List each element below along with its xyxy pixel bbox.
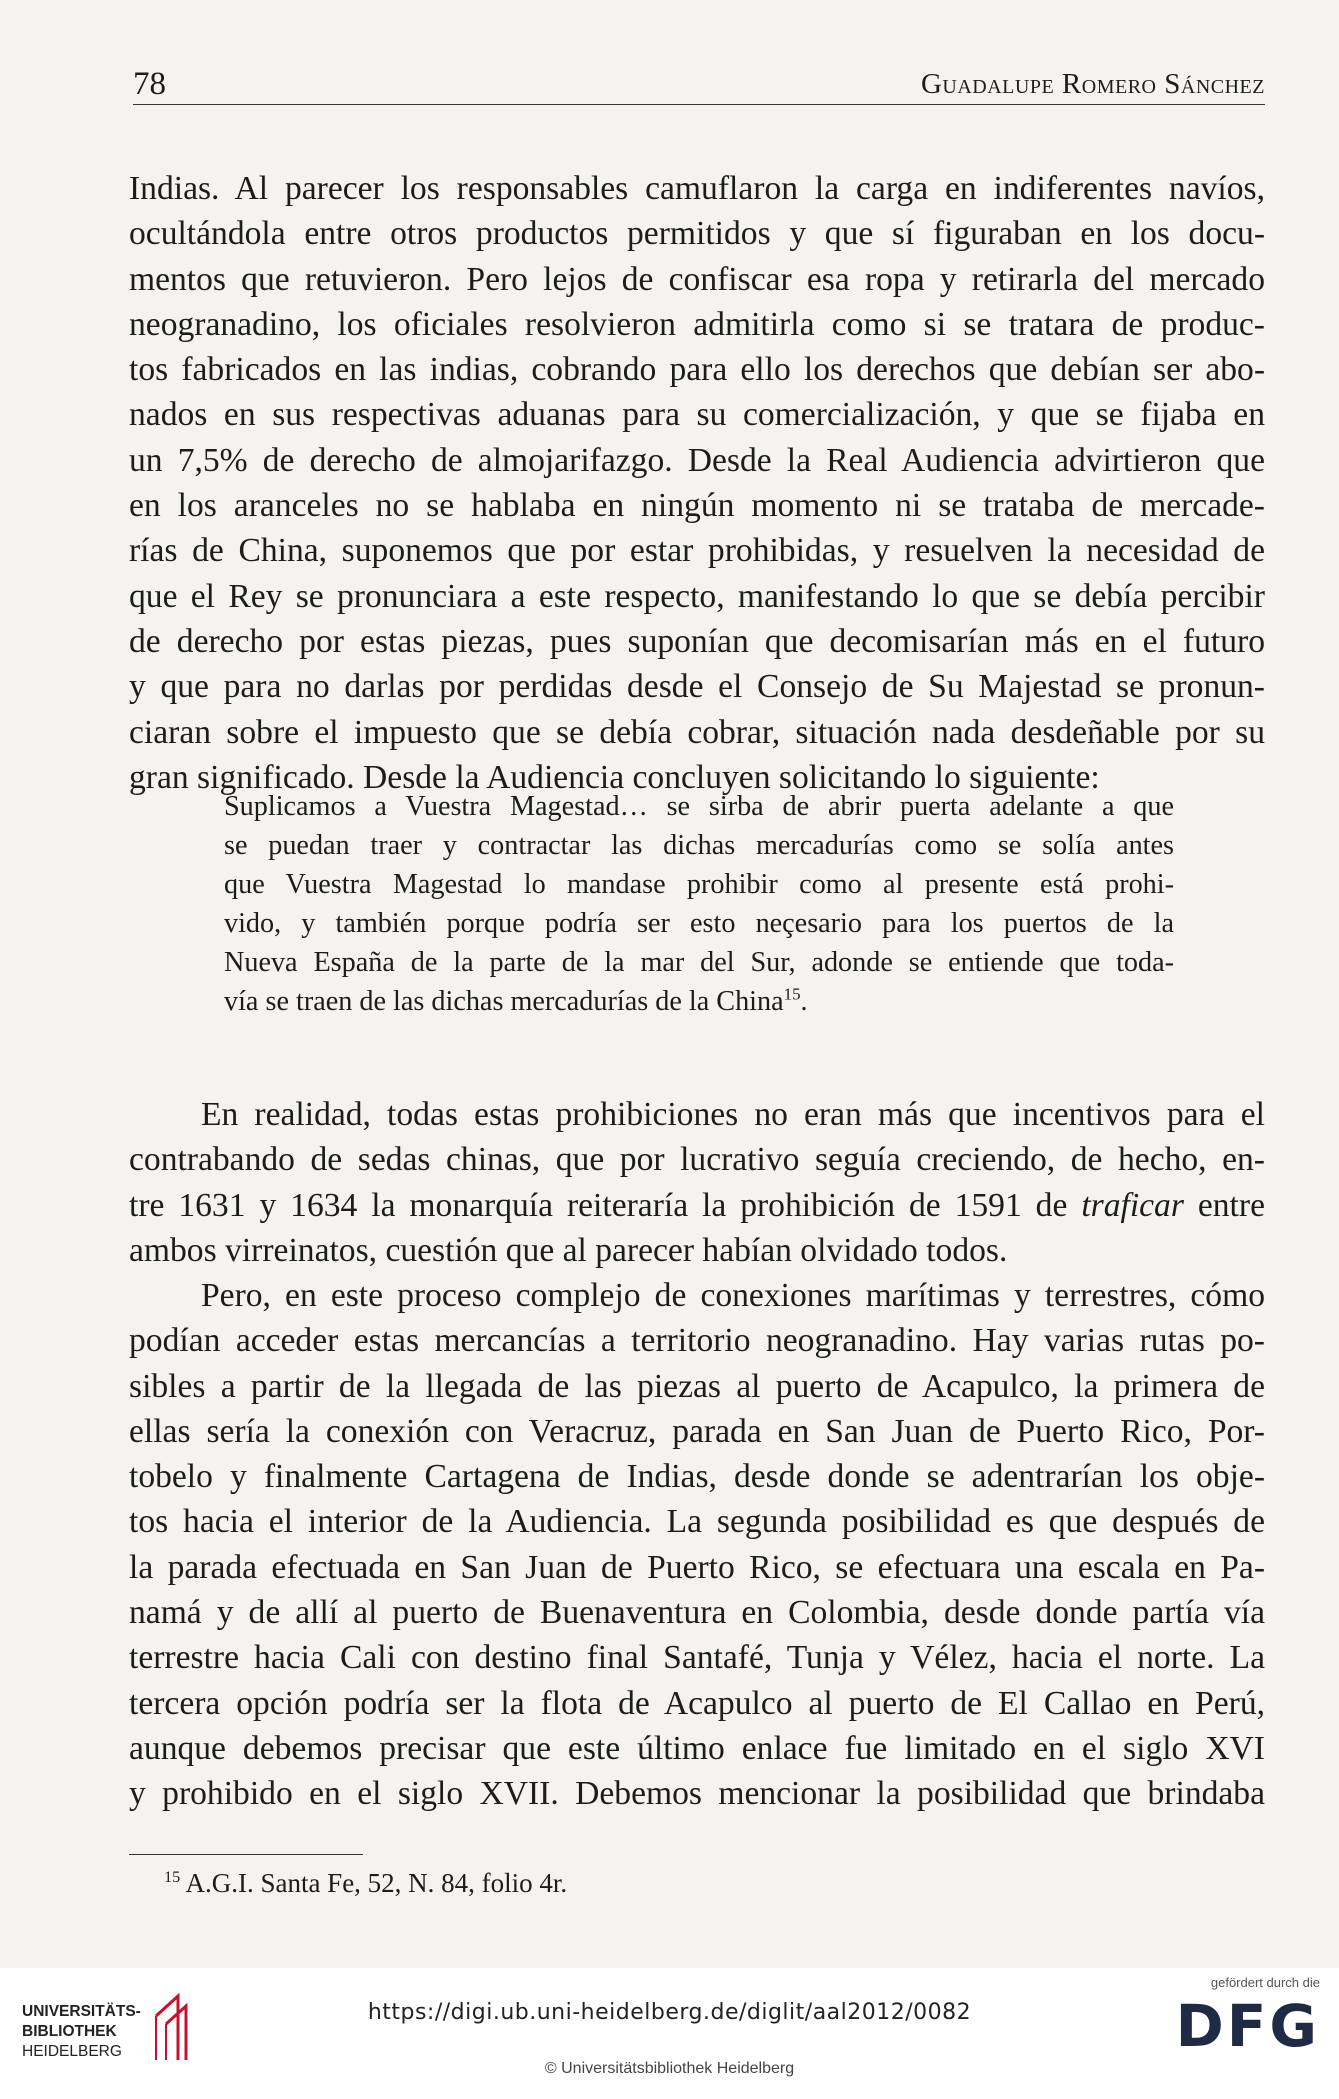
footnote-ref[interactable]: 15 [783, 984, 801, 1004]
footnote-number: 15 [164, 1868, 181, 1886]
text-line: neogranadino, los oficiales resolvieron admitirla como si se tratara de produc- [129, 305, 1265, 343]
footnote-divider [129, 1854, 363, 1855]
library-line-1: UNIVERSITÄTS- [22, 2003, 141, 2020]
text-line: nados en sus respectivas aduanas para su comercialización, y que se fijaba en [129, 396, 1265, 434]
running-head-author: Guadalupe Romero Sánchez [920, 68, 1265, 100]
text-fragment: entre [1197, 1186, 1265, 1224]
text-line: y prohibido en el siglo XVII. Debemos mencionar la posibilidad que brindaba [129, 1775, 1265, 1813]
text-line: tercera opción podría ser la flota de Acapulco al puerto de El Callao en Perú, [129, 1684, 1265, 1722]
paragraph-1 [129, 166, 1265, 800]
text-line: gran significado. Desde la Audiencia concluyen solicitando lo siguiente: [129, 758, 1100, 796]
text-line: contrabando de sedas chinas, que por lucrativo seguía creciendo, de hecho, en- [129, 1141, 1265, 1179]
quote-line: vido, y también porque podría ser esto neçesario para los puertos de la [224, 908, 1174, 939]
library-line-3: HEIDELBERG [22, 2043, 122, 2060]
dfg-logo[interactable] [1175, 1975, 1320, 2085]
text-line: tobelo y finalmente Cartagena de Indias, desde donde se adentrarían los obje- [129, 1458, 1265, 1496]
funder-mark: DFG [1175, 1992, 1320, 2060]
library-emblem-icon [148, 1986, 198, 2066]
footnote-text: A.G.I. Santa Fe, 52, N. 84, folio 4r. [185, 1868, 568, 1898]
text-line: namá y de allí al puerto de Buenaventura en Colombia, desde donde partía vía [129, 1594, 1265, 1632]
quote-line: Nueva España de la parte de la mar del Sur, adonde se entiende que toda- [224, 947, 1174, 978]
text-line: Pero, en este proceso complejo de conexiones marítimas y terrestres, cómo [201, 1277, 1265, 1314]
footer-bar [0, 1968, 1339, 2099]
quote-line: vía se traen de las dichas mercadurías de la China$^{15}$. [224, 984, 808, 1017]
source-url[interactable]: https://digi.ub.uni-heidelberg.de/diglit/aal2012/0082 [367, 2000, 972, 2025]
text-line: ellas sería la conexión con Veracruz, parada en San Juan de Puerto Rico, Por- [129, 1412, 1265, 1450]
text-line: aunque debemos precisar que este último enlace fue limitado en el siglo XVI [129, 1729, 1265, 1767]
text-line: y que para no darlas por perdidas desde el Consejo de Su Majestad se pronun- [129, 668, 1265, 706]
text-line: de derecho por estas piezas, pues suponían que decomisarían más en el futuro [129, 622, 1265, 660]
text-line: ocultándola entre otros productos permitidos y que sí figuraban en los docu- [129, 215, 1265, 253]
text-line: Indias. Al parecer los responsables camuflaron la carga en indiferentes navíos, [129, 170, 1265, 207]
quote-line-text: vía se traen de las dichas mercadurías de la China [224, 986, 784, 1017]
quote-line: se puedan traer y contractar las dichas mercadurías como se solía antes [224, 830, 1174, 861]
paragraph-2 [129, 1092, 1265, 1273]
text-line: tos hacia el interior de la Audiencia. La segunda posibilidad es que después de [129, 1503, 1265, 1541]
text-line: sibles a partir de la llegada de las piezas al puerto de Acapulco, la primera de [129, 1367, 1265, 1405]
text-line: ambos virreinatos, cuestión que al parecer habían olvidado todos. [129, 1231, 1008, 1269]
paragraph-3 [129, 1273, 1265, 1817]
text-line: ciaran sobre el impuesto que se debía cobrar, situación nada desdeñable por su [129, 713, 1265, 751]
quote-line: Suplicamos a Vuestra Magestad… se sirba de abrir puerta adelante a que [224, 791, 1174, 822]
text-line: tos fabricados en las indias, cobrando para ello los derechos que debían ser abo- [129, 351, 1265, 389]
text-line: podían acceder estas mercancías a territorio neogranadino. Hay varias rutas po- [129, 1322, 1265, 1360]
text-line: terrestre hacia Cali con destino final Santafé, Tunja y Vélez, hacia el norte. La [129, 1639, 1265, 1677]
copyright-notice: © Universitätsbibliothek Heidelberg [544, 2060, 795, 2077]
block-quote [224, 787, 1174, 1021]
running-head [133, 62, 1265, 105]
text-line: la parada efectuada en San Juan de Puerto Rico, se efectuara una escala en Pa- [129, 1548, 1265, 1586]
text-line: mentos que retuvieron. Pero lejos de confiscar esa ropa y retirarla del mercado [129, 260, 1265, 298]
funder-label: gefördert durch die [1210, 1975, 1320, 1990]
quote-line: que Vuestra Magestad lo mandase prohibir como al presente está prohi- [224, 869, 1174, 900]
text-fragment: tre 1631 y 1634 la monarquía reiteraría la prohibición de 1591 de [129, 1186, 1068, 1224]
text-line: que el Rey se pronunciara a este respecto, manifestando lo que se debía percibir [129, 577, 1265, 615]
text-line: En realidad, todas estas prohibiciones no eran más que incentivos para el [201, 1096, 1265, 1133]
page-number: 78 [133, 66, 166, 102]
text-line [129, 1183, 1265, 1228]
text-line: en los aranceles no se hablaba en ningún momento ni se trataba de mercade- [129, 487, 1265, 525]
library-line-2: BIBLIOTHEK [22, 2023, 117, 2040]
text-line: un 7,5% de derecho de almojarifazgo. Desde la Real Audiencia advirtieron que [129, 441, 1265, 479]
footnote [164, 1868, 567, 1899]
italic-term: traficar [1081, 1186, 1184, 1224]
text-line: rías de China, suponemos que por estar prohibidas, y resuelven la necesidad de [129, 532, 1265, 570]
